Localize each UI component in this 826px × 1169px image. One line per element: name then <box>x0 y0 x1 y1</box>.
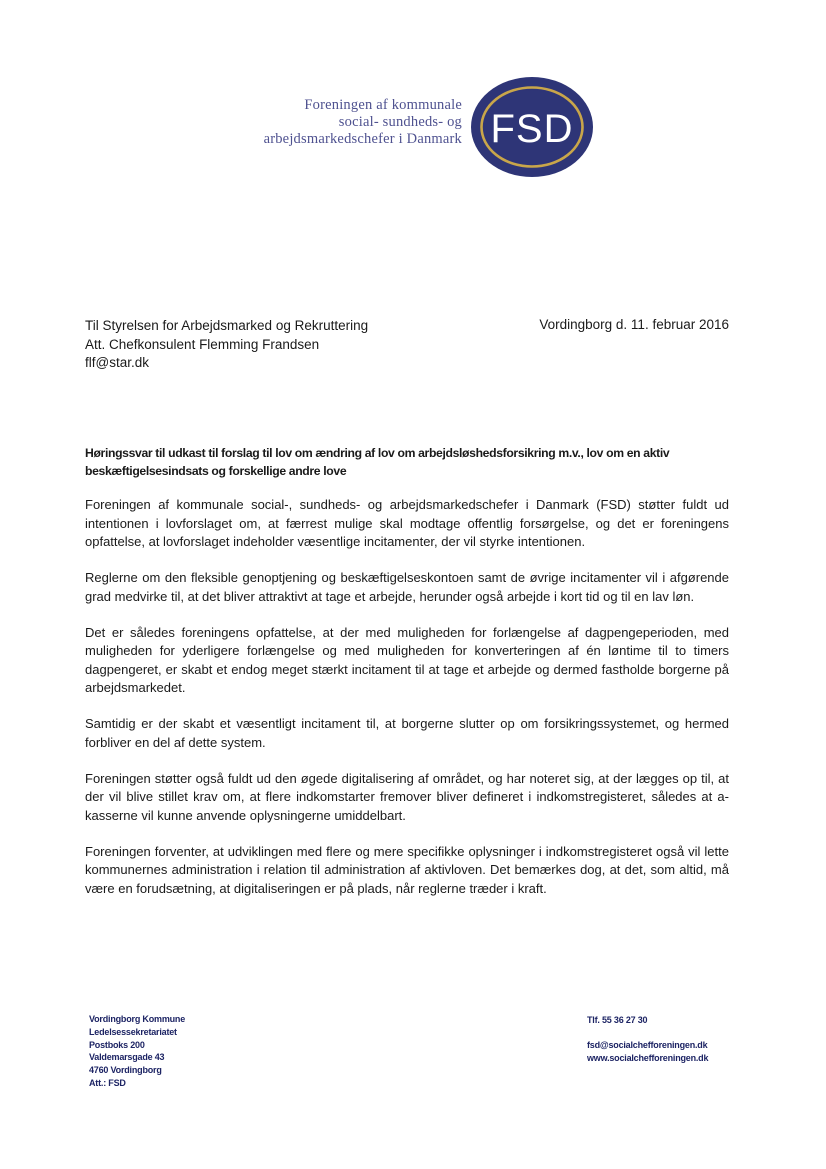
body-paragraph: Foreningen støtter også fuldt ud den øgede digitalisering af området, og har noteret sig, at der lægges op til, at der vil blive stillet krav om, at flere indkomstarter fremover bliver defineret i indkomstregisteret, således at a-kasserne vil kunne anvende oplysningerne umiddelbart. <box>85 770 729 823</box>
footer-address-line: Ledelsessekretariatet <box>89 1026 177 1037</box>
body-paragraph: Foreningen af kommunale social-, sundheds- og arbejdsmarkedschefer i Danmark (FSD) støtter fuldt ud intentionen i lovforslaget om, at færrest mulige skal modtage offentlig forsørgelse, og det er foreningens opfattelse, at lovforslaget indeholder væsentlige incitamenter, der vil styrke intentionen. <box>85 497 729 549</box>
footer-address-line: Att.: FSD <box>89 1077 126 1088</box>
body-paragraph: Reglerne om den fleksible genoptjening og beskæftigelseskontoen samt de øvrige incitamenter vil i afgørende grad medvirke til, at det bliver attraktivt at tage et arbejde, herunder også arbejde i kort tid og til en lav løn. <box>85 570 729 604</box>
footer-address-line: 4760 Vordingborg <box>89 1065 162 1076</box>
body-paragraph: Det er således foreningens opfattelse, at der med muligheden for forlængelse af dagpengeperioden, med muligheden for yderligere forlængelse og med muligheden for konverteringen af én løntime til to timers dagpengeret, er skabt et endog meget stærkt incitament til at tage et arbejde og dermed fastholde borgerne på arbejdsmarkedet. <box>85 624 729 695</box>
recipient-email: flf@star.dk <box>85 355 149 370</box>
footer-contact <box>587 1014 708 1064</box>
date-line: Vordingborg d. 11. februar 2016 <box>539 317 729 332</box>
footer-address-line: Valdemarsgade 43 <box>89 1052 165 1063</box>
letter-body <box>85 496 729 916</box>
org-name-line: social- sundheds- og <box>338 114 462 130</box>
org-name-line: arbejdsmarkedschefer i Danmark <box>263 131 462 147</box>
footer-email: fsd@socialchefforeningen.dk <box>587 1039 708 1050</box>
logo-text: FSD <box>490 107 574 151</box>
footer-phone: Tlf. 55 36 27 30 <box>587 1015 648 1025</box>
org-name-line: Foreningen af kommunale <box>304 97 462 113</box>
footer-website: www.socialchefforeningen.dk <box>587 1052 709 1063</box>
fsd-logo <box>469 75 595 179</box>
footer-address-line: Postboks 200 <box>89 1039 145 1050</box>
recipient-line: Att. Chefkonsulent Flemming Frandsen <box>85 336 320 352</box>
recipient-address <box>85 317 368 373</box>
footer-address <box>89 1013 185 1090</box>
recipient-line: Til Styrelsen for Arbejdsmarked og Rekruttering <box>85 318 369 333</box>
letter-subject: Høringssvar til udkast til forslag til lov om ændring af lov om arbejdsløshedsforsikring m.v., lov om en aktiv beskæftigelsesindsats og forskellige andre love <box>85 446 670 478</box>
organization-name <box>205 97 462 148</box>
body-paragraph: Samtidig er der skabt et væsentligt incitament til, at borgerne slutter op om forsikringssystemet, og hermed forbliver en del af dette system. <box>85 716 729 750</box>
body-paragraph: Foreningen forventer, at udviklingen med flere og mere specifikke oplysninger i indkomstregisteret også vil lette kommunernes administration i relation til administration af aktivloven. Det bemærkes dog, at det, som altid, må være en forudsætning, at digitaliseringen er på plads, når reglerne træder i kraft. <box>85 843 729 896</box>
footer-address-line: Vordingborg Kommune <box>89 1014 186 1024</box>
